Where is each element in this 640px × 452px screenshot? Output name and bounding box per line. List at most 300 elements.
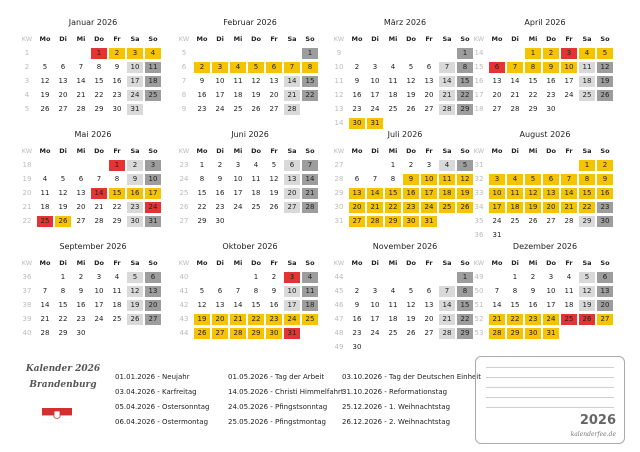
day-cell: 1 bbox=[199, 161, 205, 169]
day-cell: 20 bbox=[269, 91, 279, 99]
state-name: Brandenburg bbox=[29, 380, 97, 390]
day-cell: 20 bbox=[424, 315, 434, 323]
day-cell: 27 bbox=[145, 314, 161, 325]
day-cell: 22 bbox=[507, 314, 523, 325]
day-cell: 25 bbox=[439, 202, 455, 213]
day-cell: 14 bbox=[233, 301, 243, 309]
day-cell: 26 bbox=[55, 216, 71, 227]
day-cell: 5 bbox=[408, 63, 414, 71]
day-cell: 15 bbox=[251, 301, 261, 309]
day-cell: 17 bbox=[370, 91, 380, 99]
day-cell: 4 bbox=[507, 174, 523, 185]
day-cell: 31 bbox=[367, 118, 383, 129]
day-cell: 9 bbox=[354, 77, 360, 85]
day-cell: 24 bbox=[233, 203, 243, 211]
day-cell: 13 bbox=[76, 189, 86, 197]
month-1 bbox=[18, 18, 168, 128]
weekday-header: Di bbox=[216, 259, 224, 267]
weekday-header: So bbox=[460, 259, 470, 267]
month-title: Juni 2026 bbox=[231, 130, 269, 139]
day-cell: 22 bbox=[385, 202, 401, 213]
day-cell: 12 bbox=[269, 175, 279, 183]
weekday-header: Sa bbox=[130, 259, 140, 267]
day-cell: 30 bbox=[597, 216, 613, 227]
day-cell: 10 bbox=[546, 287, 556, 295]
day-cell: 5 bbox=[457, 160, 473, 171]
day-cell: 3 bbox=[426, 161, 432, 169]
day-cell: 29 bbox=[528, 105, 538, 113]
weekday-header: KW bbox=[21, 259, 33, 267]
month-9 bbox=[18, 242, 168, 352]
day-cell: 24 bbox=[492, 217, 502, 225]
day-cell: 16 bbox=[546, 77, 556, 85]
day-cell: 13 bbox=[424, 77, 434, 85]
website-credit: kalenderfee.de bbox=[570, 431, 616, 438]
day-cell: 7 bbox=[302, 160, 318, 171]
day-cell: 20 bbox=[58, 91, 68, 99]
week-number: 48 bbox=[334, 329, 344, 337]
week-number: 31 bbox=[474, 161, 484, 169]
day-cell: 30 bbox=[546, 105, 556, 113]
weekday-header: Mo bbox=[351, 259, 363, 267]
week-number: 19 bbox=[22, 175, 32, 183]
day-cell: 26 bbox=[40, 105, 50, 113]
day-cell: 6 bbox=[426, 63, 432, 71]
day-cell: 13 bbox=[284, 174, 300, 185]
day-cell: 9 bbox=[543, 62, 559, 73]
day-cell: 23 bbox=[266, 314, 282, 325]
day-cell: 13 bbox=[58, 77, 68, 85]
day-cell: 9 bbox=[530, 287, 536, 295]
week-number: 40 bbox=[22, 329, 32, 337]
day-cell: 9 bbox=[114, 63, 120, 71]
day-cell: 13 bbox=[424, 301, 434, 309]
day-cell: 8 bbox=[457, 286, 473, 297]
day-cell: 23 bbox=[76, 315, 86, 323]
day-cell: 8 bbox=[253, 287, 259, 295]
weekday-header: KW bbox=[333, 147, 345, 155]
day-cell: 24 bbox=[564, 91, 574, 99]
day-cell: 4 bbox=[42, 175, 48, 183]
day-cell: 28 bbox=[230, 328, 246, 339]
holiday-entry: 24.05.2026 - Pfingstsonntag bbox=[228, 403, 328, 411]
day-cell: 7 bbox=[507, 62, 523, 73]
weekday-header: Di bbox=[59, 147, 67, 155]
day-cell: 23 bbox=[352, 105, 362, 113]
day-cell: 6 bbox=[354, 175, 360, 183]
day-cell: 23 bbox=[597, 202, 613, 213]
day-cell: 29 bbox=[507, 328, 523, 339]
week-number: 5 bbox=[181, 49, 187, 57]
day-cell: 27 bbox=[546, 217, 556, 225]
day-cell: 4 bbox=[390, 287, 396, 295]
day-cell: 1 bbox=[253, 273, 259, 281]
day-cell: 29 bbox=[112, 217, 122, 225]
day-cell: 18 bbox=[564, 301, 574, 309]
day-cell: 5 bbox=[579, 272, 595, 283]
day-cell: 15 bbox=[457, 76, 473, 87]
day-cell: 20 bbox=[424, 91, 434, 99]
weekday-header: Mi bbox=[388, 259, 398, 267]
weekday-header: Do bbox=[94, 259, 104, 267]
day-cell: 2 bbox=[127, 160, 143, 171]
weekday-header: Fr bbox=[565, 259, 573, 267]
week-number: 4 bbox=[24, 91, 30, 99]
day-cell: 19 bbox=[579, 300, 595, 311]
weekday-header: Do bbox=[546, 147, 556, 155]
day-cell: 6 bbox=[489, 62, 505, 73]
day-cell: 26 bbox=[406, 105, 416, 113]
day-cell: 11 bbox=[302, 286, 318, 297]
day-cell: 8 bbox=[302, 62, 318, 73]
weekday-header: Fr bbox=[113, 147, 121, 155]
day-cell: 27 bbox=[269, 105, 279, 113]
day-cell: 31 bbox=[543, 328, 559, 339]
week-number: 12 bbox=[334, 91, 344, 99]
week-number: 46 bbox=[334, 301, 344, 309]
week-number: 51 bbox=[474, 301, 484, 309]
day-cell: 28 bbox=[510, 105, 520, 113]
month-title: April 2026 bbox=[524, 18, 566, 27]
day-cell: 18 bbox=[251, 189, 261, 197]
week-number: 52 bbox=[474, 315, 484, 323]
day-cell: 9 bbox=[403, 174, 419, 185]
day-cell: 27 bbox=[349, 216, 365, 227]
day-cell: 1 bbox=[302, 48, 318, 59]
day-cell: 12 bbox=[127, 286, 143, 297]
weekday-header: Sa bbox=[442, 259, 452, 267]
day-cell: 12 bbox=[406, 301, 416, 309]
day-cell: 23 bbox=[352, 329, 362, 337]
day-cell: 8 bbox=[60, 287, 66, 295]
day-cell: 6 bbox=[597, 272, 613, 283]
day-cell: 12 bbox=[457, 174, 473, 185]
day-cell: 7 bbox=[284, 62, 300, 73]
day-cell: 10 bbox=[127, 62, 143, 73]
month-title: September 2026 bbox=[59, 242, 127, 251]
day-cell: 25 bbox=[388, 329, 398, 337]
day-cell: 16 bbox=[352, 91, 362, 99]
day-cell: 26 bbox=[457, 202, 473, 213]
day-cell: 7 bbox=[235, 287, 241, 295]
weekday-header: Do bbox=[546, 259, 556, 267]
weekday-header: So bbox=[460, 147, 470, 155]
day-cell: 30 bbox=[266, 328, 282, 339]
week-number: 49 bbox=[334, 343, 344, 351]
day-cell: 3 bbox=[372, 287, 378, 295]
day-cell: 30 bbox=[127, 216, 143, 227]
day-cell: 20 bbox=[212, 314, 228, 325]
weekday-header: Mo bbox=[196, 147, 208, 155]
day-cell: 2 bbox=[109, 48, 125, 59]
day-cell: 1 bbox=[457, 48, 473, 59]
week-number: 47 bbox=[334, 315, 344, 323]
day-cell: 16 bbox=[352, 315, 362, 323]
day-cell: 18 bbox=[579, 76, 595, 87]
week-number: 38 bbox=[22, 301, 32, 309]
day-cell: 6 bbox=[426, 287, 432, 295]
day-cell: 7 bbox=[42, 287, 48, 295]
week-number: 28 bbox=[334, 175, 344, 183]
day-cell: 2 bbox=[194, 62, 210, 73]
day-cell: 30 bbox=[76, 329, 86, 337]
weekday-header: So bbox=[600, 259, 610, 267]
day-cell: 17 bbox=[489, 202, 505, 213]
day-cell: 5 bbox=[42, 63, 48, 71]
day-cell: 25 bbox=[37, 216, 53, 227]
day-cell: 22 bbox=[302, 90, 318, 101]
day-cell: 8 bbox=[512, 287, 518, 295]
weekday-header: Di bbox=[59, 259, 67, 267]
weekday-header: Mo bbox=[351, 35, 363, 43]
day-cell: 4 bbox=[439, 160, 455, 171]
day-cell: 31 bbox=[145, 216, 161, 227]
day-cell: 4 bbox=[579, 48, 595, 59]
day-cell: 24 bbox=[215, 105, 225, 113]
day-cell: 3 bbox=[96, 273, 102, 281]
day-cell: 1 bbox=[525, 48, 541, 59]
day-cell: 20 bbox=[145, 300, 161, 311]
weekday-header: Sa bbox=[582, 35, 592, 43]
day-cell: 4 bbox=[145, 48, 161, 59]
holiday-entry: 03.04.2026 - Karfreitag bbox=[115, 388, 197, 396]
day-cell: 11 bbox=[40, 189, 50, 197]
weekday-header: Do bbox=[251, 147, 261, 155]
weekday-header: KW bbox=[21, 147, 33, 155]
day-cell: 20 bbox=[492, 91, 502, 99]
day-cell: 14 bbox=[492, 301, 502, 309]
day-cell: 11 bbox=[388, 301, 398, 309]
day-cell: 4 bbox=[114, 273, 120, 281]
day-cell: 19 bbox=[194, 314, 210, 325]
week-number: 29 bbox=[334, 189, 344, 197]
day-cell: 5 bbox=[248, 62, 264, 73]
day-cell: 18 bbox=[145, 76, 161, 87]
weekday-header: Mo bbox=[39, 35, 51, 43]
day-cell: 5 bbox=[199, 287, 205, 295]
day-cell: 5 bbox=[597, 48, 613, 59]
day-cell: 20 bbox=[76, 203, 86, 211]
weekday-header: Mi bbox=[388, 35, 398, 43]
day-cell: 10 bbox=[561, 62, 577, 73]
day-cell: 30 bbox=[215, 217, 225, 225]
day-cell: 2 bbox=[354, 63, 360, 71]
day-cell: 8 bbox=[579, 174, 595, 185]
day-cell: 12 bbox=[579, 286, 595, 297]
weekday-header: Fr bbox=[425, 147, 433, 155]
week-number: 1 bbox=[24, 49, 30, 57]
day-cell: 15 bbox=[302, 76, 318, 87]
month-title: November 2026 bbox=[372, 242, 438, 251]
day-cell: 7 bbox=[96, 175, 102, 183]
day-cell: 1 bbox=[457, 272, 473, 283]
week-number: 14 bbox=[334, 119, 344, 127]
day-cell: 28 bbox=[284, 104, 300, 115]
weekday-header: Sa bbox=[287, 259, 297, 267]
day-cell: 1 bbox=[109, 160, 125, 171]
week-number: 30 bbox=[334, 203, 344, 211]
day-cell: 10 bbox=[215, 77, 225, 85]
week-number: 43 bbox=[179, 315, 189, 323]
month-2 bbox=[175, 18, 325, 128]
day-cell: 23 bbox=[127, 202, 143, 213]
day-cell: 12 bbox=[406, 77, 416, 85]
day-cell: 29 bbox=[579, 216, 595, 227]
day-cell: 11 bbox=[564, 287, 574, 295]
month-8 bbox=[470, 130, 620, 240]
day-cell: 21 bbox=[302, 188, 318, 199]
month-title: Oktober 2026 bbox=[222, 242, 278, 251]
day-cell: 30 bbox=[403, 216, 419, 227]
weekday-header: Mi bbox=[76, 147, 86, 155]
weekday-header: Di bbox=[511, 259, 519, 267]
day-cell: 15 bbox=[579, 188, 595, 199]
week-number: 8 bbox=[181, 91, 187, 99]
day-cell: 27 bbox=[58, 105, 68, 113]
weekday-header: KW bbox=[178, 35, 190, 43]
day-cell: 15 bbox=[510, 301, 520, 309]
day-cell: 24 bbox=[543, 314, 559, 325]
week-number: 34 bbox=[474, 203, 484, 211]
day-cell: 10 bbox=[421, 174, 437, 185]
day-cell: 21 bbox=[284, 90, 300, 101]
day-cell: 14 bbox=[91, 188, 107, 199]
weekday-header: Mi bbox=[76, 35, 86, 43]
day-cell: 13 bbox=[215, 301, 225, 309]
day-cell: 28 bbox=[439, 104, 455, 115]
day-cell: 26 bbox=[597, 90, 613, 101]
week-number: 35 bbox=[474, 217, 484, 225]
weekday-header: So bbox=[305, 259, 315, 267]
day-cell: 27 bbox=[212, 328, 228, 339]
weekday-header: Mo bbox=[491, 147, 503, 155]
day-cell: 18 bbox=[439, 188, 455, 199]
week-number: 44 bbox=[179, 329, 189, 337]
day-cell: 26 bbox=[127, 314, 143, 325]
day-cell: 3 bbox=[284, 272, 300, 283]
weekday-header: Mo bbox=[491, 259, 503, 267]
weekday-header: Di bbox=[371, 147, 379, 155]
weekday-header: Do bbox=[406, 147, 416, 155]
day-cell: 8 bbox=[525, 62, 541, 73]
weekday-header: Do bbox=[251, 259, 261, 267]
week-number: 41 bbox=[179, 287, 189, 295]
day-cell: 30 bbox=[112, 105, 122, 113]
day-cell: 28 bbox=[439, 328, 455, 339]
day-cell: 11 bbox=[579, 62, 595, 73]
day-cell: 25 bbox=[302, 314, 318, 325]
day-cell: 5 bbox=[60, 175, 66, 183]
weekday-header: Sa bbox=[287, 147, 297, 155]
weekday-header: Fr bbox=[425, 35, 433, 43]
weekday-header: Mo bbox=[351, 147, 363, 155]
weekday-header: Di bbox=[216, 35, 224, 43]
day-cell: 31 bbox=[492, 231, 502, 239]
day-cell: 7 bbox=[372, 175, 378, 183]
weekday-header: So bbox=[148, 259, 158, 267]
day-cell: 19 bbox=[40, 91, 50, 99]
day-cell: 10 bbox=[233, 175, 243, 183]
day-cell: 3 bbox=[145, 160, 161, 171]
day-cell: 9 bbox=[199, 77, 205, 85]
day-cell: 15 bbox=[457, 300, 473, 311]
holiday-list-1 bbox=[115, 370, 209, 430]
month-5 bbox=[18, 130, 168, 240]
day-cell: 10 bbox=[284, 286, 300, 297]
day-cell: 10 bbox=[145, 174, 161, 185]
day-cell: 16 bbox=[269, 301, 279, 309]
notes-year: 2026 bbox=[579, 413, 616, 428]
day-cell: 3 bbox=[561, 48, 577, 59]
day-cell: 5 bbox=[127, 272, 143, 283]
day-cell: 20 bbox=[597, 300, 613, 311]
day-cell: 5 bbox=[525, 174, 541, 185]
day-cell: 22 bbox=[248, 314, 264, 325]
month-title: Februar 2026 bbox=[223, 18, 277, 27]
day-cell: 28 bbox=[76, 105, 86, 113]
weekday-header: Fr bbox=[565, 35, 573, 43]
weekday-header: Di bbox=[511, 35, 519, 43]
day-cell: 19 bbox=[406, 91, 416, 99]
day-cell: 24 bbox=[127, 90, 143, 101]
weekday-header: Fr bbox=[565, 147, 573, 155]
week-number: 9 bbox=[336, 49, 342, 57]
day-cell: 12 bbox=[525, 188, 541, 199]
day-cell: 22 bbox=[94, 91, 104, 99]
day-cell: 18 bbox=[233, 91, 243, 99]
day-cell: 15 bbox=[528, 77, 538, 85]
weekday-header: Fr bbox=[270, 259, 278, 267]
weekday-header: So bbox=[600, 35, 610, 43]
weekday-header: KW bbox=[473, 147, 485, 155]
day-cell: 13 bbox=[349, 188, 365, 199]
day-cell: 21 bbox=[76, 91, 86, 99]
holiday-entry: 03.10.2026 - Tag der Deutschen Einheit bbox=[342, 373, 481, 381]
week-number: 26 bbox=[179, 203, 189, 211]
weekday-header: Fr bbox=[113, 259, 121, 267]
day-cell: 17 bbox=[127, 76, 143, 87]
day-cell: 13 bbox=[145, 286, 161, 297]
week-number: 11 bbox=[334, 77, 344, 85]
day-cell: 23 bbox=[197, 105, 207, 113]
day-cell: 8 bbox=[199, 175, 205, 183]
week-number: 40 bbox=[179, 273, 189, 281]
day-cell: 2 bbox=[408, 161, 414, 169]
weekday-header: Mi bbox=[528, 35, 538, 43]
day-cell: 23 bbox=[546, 91, 556, 99]
day-cell: 23 bbox=[112, 91, 122, 99]
day-cell: 25 bbox=[579, 90, 595, 101]
weekday-header: Sa bbox=[130, 147, 140, 155]
day-cell: 9 bbox=[78, 287, 84, 295]
month-title: Januar 2026 bbox=[68, 18, 118, 27]
day-cell: 5 bbox=[271, 161, 277, 169]
day-cell: 13 bbox=[269, 77, 279, 85]
weekday-header: Do bbox=[251, 35, 261, 43]
weekday-header: So bbox=[305, 147, 315, 155]
day-cell: 17 bbox=[284, 300, 300, 311]
week-number: 27 bbox=[179, 217, 189, 225]
day-cell: 25 bbox=[561, 314, 577, 325]
day-cell: 8 bbox=[390, 175, 396, 183]
day-cell: 18 bbox=[507, 202, 523, 213]
day-cell: 7 bbox=[439, 62, 455, 73]
month-title: Dezember 2026 bbox=[512, 242, 578, 251]
weekday-header: Mi bbox=[233, 35, 243, 43]
day-cell: 7 bbox=[561, 174, 577, 185]
day-cell: 16 bbox=[127, 188, 143, 199]
weekday-header: Di bbox=[511, 147, 519, 155]
